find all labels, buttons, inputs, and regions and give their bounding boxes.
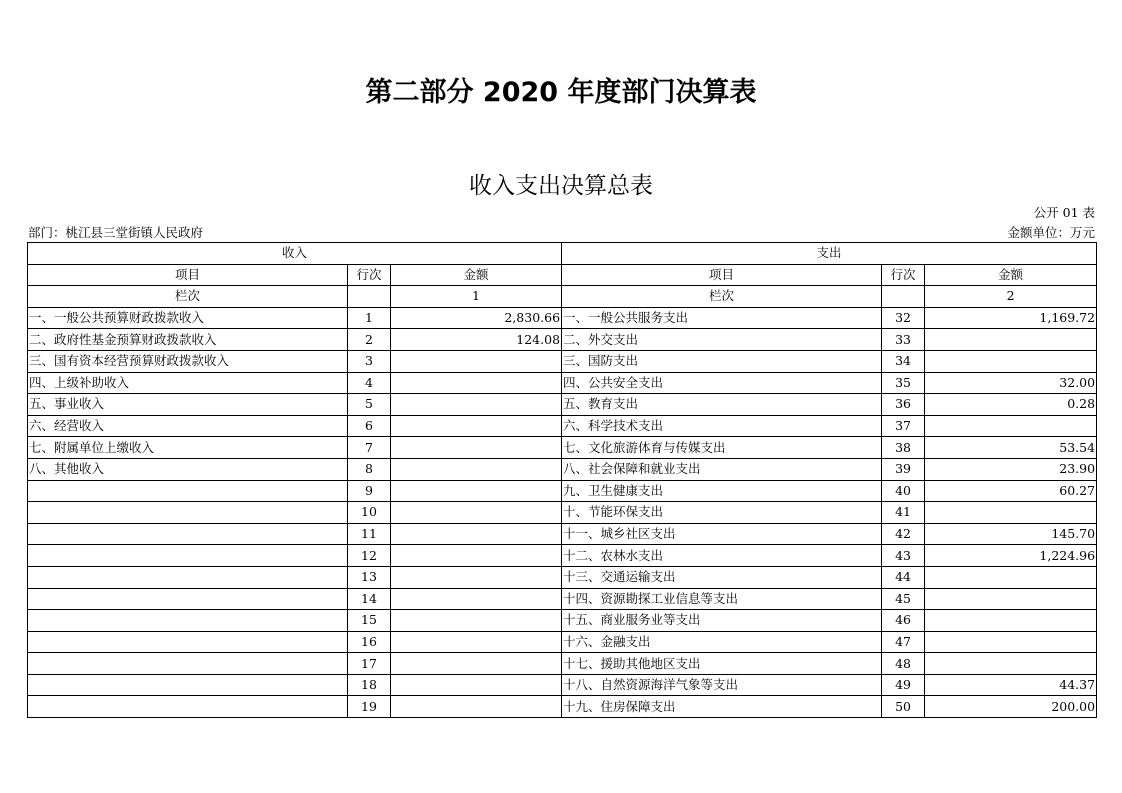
expense-section-header: 支出 xyxy=(562,243,1097,265)
table-row xyxy=(28,566,1097,588)
table-row xyxy=(28,458,1097,480)
expense-item-cell: 九、卫生健康支出 xyxy=(562,480,882,502)
expense-amount-cell: 1,169.72 xyxy=(925,307,1097,329)
income-item-cell xyxy=(28,653,348,675)
income-amount-cell xyxy=(391,437,562,459)
expense-item-cell: 三、国防支出 xyxy=(562,350,882,372)
table-row xyxy=(28,350,1097,372)
income-amount-cell: 124.08 xyxy=(391,329,562,351)
expense-column-number: 2 xyxy=(925,286,1097,308)
expense-row-no-cell: 32 xyxy=(882,307,925,329)
expense-amount-header: 金额 xyxy=(925,264,1097,286)
expense-row-no-cell: 50 xyxy=(882,696,925,718)
header-row-column-numbers xyxy=(28,286,1097,308)
table-row xyxy=(28,545,1097,567)
expense-amount-cell xyxy=(925,653,1097,675)
expense-item-cell: 十一、城乡社区支出 xyxy=(562,523,882,545)
income-amount-cell xyxy=(391,415,562,437)
expense-row-no-cell: 34 xyxy=(882,350,925,372)
income-row-no-cell: 12 xyxy=(348,545,391,567)
expense-item-cell: 一、一般公共服务支出 xyxy=(562,307,882,329)
table-row xyxy=(28,437,1097,459)
table-body xyxy=(28,307,1097,717)
expense-row-no-cell: 38 xyxy=(882,437,925,459)
table-row xyxy=(28,696,1097,718)
income-column-label: 栏次 xyxy=(28,286,348,308)
income-item-cell xyxy=(28,631,348,653)
expense-item-cell: 四、公共安全支出 xyxy=(562,372,882,394)
expense-row-no-cell: 41 xyxy=(882,502,925,524)
income-item-cell: 八、其他收入 xyxy=(28,458,348,480)
income-row-no-header: 行次 xyxy=(348,264,391,286)
income-item-cell xyxy=(28,480,348,502)
income-amount-cell xyxy=(391,372,562,394)
expense-item-cell: 十二、农林水支出 xyxy=(562,545,882,567)
expense-item-header: 项目 xyxy=(562,264,882,286)
expense-column-label: 栏次 xyxy=(562,286,882,308)
expense-row-no-cell: 35 xyxy=(882,372,925,394)
income-amount-cell xyxy=(391,674,562,696)
income-item-cell xyxy=(28,674,348,696)
income-item-cell xyxy=(28,610,348,632)
expense-amount-cell: 200.00 xyxy=(925,696,1097,718)
page-title: 第二部分 2020 年度部门决算表 xyxy=(365,77,757,108)
income-item-cell xyxy=(28,696,348,718)
table-row xyxy=(28,307,1097,329)
income-item-cell: 六、经营收入 xyxy=(28,415,348,437)
income-item-cell: 四、上级补助收入 xyxy=(28,372,348,394)
expense-item-cell: 八、社会保障和就业支出 xyxy=(562,458,882,480)
expense-item-cell: 十九、住房保障支出 xyxy=(562,696,882,718)
income-amount-cell xyxy=(391,523,562,545)
department-label: 部门：桃江县三堂街镇人民政府 xyxy=(28,225,204,240)
income-item-cell: 一、一般公共预算财政拨款收入 xyxy=(28,307,348,329)
income-row-no-cell: 16 xyxy=(348,631,391,653)
table-row xyxy=(28,372,1097,394)
income-amount-cell xyxy=(391,696,562,718)
expense-row-no-cell: 45 xyxy=(882,588,925,610)
income-amount-cell xyxy=(391,480,562,502)
income-row-no-cell: 15 xyxy=(348,610,391,632)
table-row xyxy=(28,523,1097,545)
expense-item-cell: 十五、商业服务业等支出 xyxy=(562,610,882,632)
budget-summary-table xyxy=(27,242,1097,718)
income-row-no-cell: 9 xyxy=(348,480,391,502)
expense-item-cell: 十八、自然资源海洋气象等支出 xyxy=(562,674,882,696)
table-row xyxy=(28,653,1097,675)
expense-row-no-cell: 48 xyxy=(882,653,925,675)
expense-amount-cell xyxy=(925,588,1097,610)
form-number: 公开 01 表 xyxy=(1033,205,1095,220)
income-amount-cell xyxy=(391,653,562,675)
income-row-no-cell: 3 xyxy=(348,350,391,372)
income-row-no-cell: 5 xyxy=(348,394,391,416)
expense-amount-cell: 1,224.96 xyxy=(925,545,1097,567)
expense-row-no-header: 行次 xyxy=(882,264,925,286)
table-row xyxy=(28,480,1097,502)
expense-item-cell: 五、教育支出 xyxy=(562,394,882,416)
expense-item-cell: 十六、金融支出 xyxy=(562,631,882,653)
income-amount-cell xyxy=(391,610,562,632)
income-row-no-cell: 10 xyxy=(348,502,391,524)
amount-unit-label: 金额单位：万元 xyxy=(1007,225,1095,240)
expense-item-cell: 十七、援助其他地区支出 xyxy=(562,653,882,675)
income-item-cell xyxy=(28,545,348,567)
expense-amount-cell: 60.27 xyxy=(925,480,1097,502)
income-item-cell xyxy=(28,588,348,610)
table-row xyxy=(28,631,1097,653)
expense-row-no-cell: 49 xyxy=(882,674,925,696)
income-item-header: 项目 xyxy=(28,264,348,286)
expense-amount-cell xyxy=(925,350,1097,372)
income-item-cell xyxy=(28,502,348,524)
income-row-no-cell: 13 xyxy=(348,566,391,588)
income-row-no-cell: 4 xyxy=(348,372,391,394)
expense-row-no-cell: 39 xyxy=(882,458,925,480)
income-row-no-cell: 19 xyxy=(348,696,391,718)
expense-row-no-cell: 47 xyxy=(882,631,925,653)
expense-row-no-cell: 33 xyxy=(882,329,925,351)
expense-row-no-cell: 46 xyxy=(882,610,925,632)
income-amount-cell xyxy=(391,394,562,416)
income-row-no-cell: 17 xyxy=(348,653,391,675)
table-row xyxy=(28,415,1097,437)
income-row-no-cell: 7 xyxy=(348,437,391,459)
table-row xyxy=(28,329,1097,351)
income-section-header: 收入 xyxy=(28,243,562,265)
header-row-sections xyxy=(28,243,1097,265)
expense-amount-cell: 23.90 xyxy=(925,458,1097,480)
income-row-no-cell: 11 xyxy=(348,523,391,545)
expense-amount-cell: 145.70 xyxy=(925,523,1097,545)
income-amount-cell xyxy=(391,350,562,372)
expense-amount-cell: 32.00 xyxy=(925,372,1097,394)
expense-row-no-cell: 42 xyxy=(882,523,925,545)
expense-item-cell: 十四、资源勘探工业信息等支出 xyxy=(562,588,882,610)
income-amount-header: 金额 xyxy=(391,264,562,286)
income-row-no-cell: 14 xyxy=(348,588,391,610)
expense-item-cell: 七、文化旅游体育与传媒支出 xyxy=(562,437,882,459)
income-item-cell: 二、政府性基金预算财政拨款收入 xyxy=(28,329,348,351)
expense-amount-cell: 44.37 xyxy=(925,674,1097,696)
income-amount-cell: 2,830.66 xyxy=(391,307,562,329)
expense-item-cell: 十三、交通运输支出 xyxy=(562,566,882,588)
table-title: 收入支出决算总表 xyxy=(469,173,653,199)
income-row-no-cell: 8 xyxy=(348,458,391,480)
expense-amount-cell xyxy=(925,329,1097,351)
expense-amount-cell xyxy=(925,631,1097,653)
income-amount-cell xyxy=(391,566,562,588)
income-item-cell xyxy=(28,566,348,588)
table-row xyxy=(28,502,1097,524)
expense-row-no-cell: 36 xyxy=(882,394,925,416)
expense-item-cell: 十、节能环保支出 xyxy=(562,502,882,524)
income-row-no-cell: 2 xyxy=(348,329,391,351)
expense-amount-cell xyxy=(925,566,1097,588)
income-item-cell xyxy=(28,523,348,545)
table-row xyxy=(28,588,1097,610)
income-item-cell: 七、附属单位上缴收入 xyxy=(28,437,348,459)
empty-cell xyxy=(348,286,391,308)
expense-row-no-cell: 44 xyxy=(882,566,925,588)
income-amount-cell xyxy=(391,545,562,567)
table-row xyxy=(28,394,1097,416)
expense-item-cell: 二、外交支出 xyxy=(562,329,882,351)
income-amount-cell xyxy=(391,502,562,524)
income-amount-cell xyxy=(391,588,562,610)
expense-row-no-cell: 43 xyxy=(882,545,925,567)
income-row-no-cell: 6 xyxy=(348,415,391,437)
table-row xyxy=(28,674,1097,696)
expense-amount-cell xyxy=(925,610,1097,632)
table-row xyxy=(28,610,1097,632)
expense-item-cell: 六、科学技术支出 xyxy=(562,415,882,437)
income-row-no-cell: 18 xyxy=(348,674,391,696)
income-row-no-cell: 1 xyxy=(348,307,391,329)
expense-row-no-cell: 40 xyxy=(882,480,925,502)
income-item-cell: 三、国有资本经营预算财政拨款收入 xyxy=(28,350,348,372)
income-amount-cell xyxy=(391,458,562,480)
income-amount-cell xyxy=(391,631,562,653)
expense-amount-cell: 53.54 xyxy=(925,437,1097,459)
expense-amount-cell xyxy=(925,502,1097,524)
expense-row-no-cell: 37 xyxy=(882,415,925,437)
income-item-cell: 五、事业收入 xyxy=(28,394,348,416)
header-row-columns xyxy=(28,264,1097,286)
empty-cell xyxy=(882,286,925,308)
income-column-number: 1 xyxy=(391,286,562,308)
expense-amount-cell xyxy=(925,415,1097,437)
expense-amount-cell: 0.28 xyxy=(925,394,1097,416)
